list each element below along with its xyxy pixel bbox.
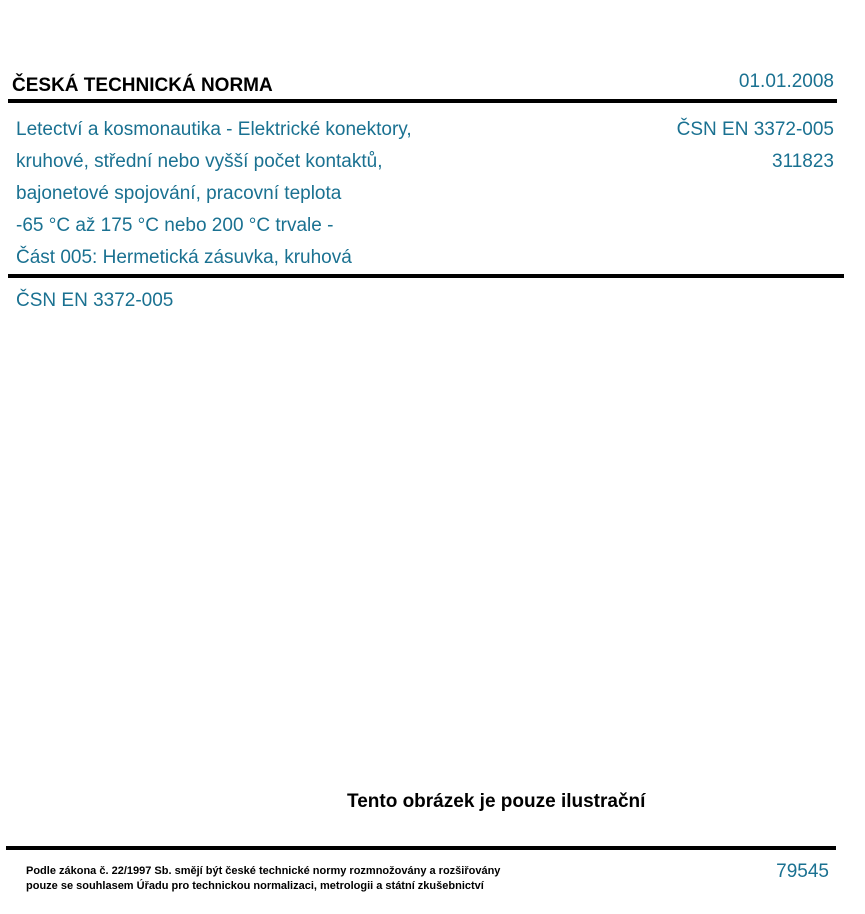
header-divider bbox=[8, 99, 837, 103]
title-divider bbox=[8, 274, 844, 278]
class-number: 311823 bbox=[772, 151, 834, 172]
title-line: bajonetové spojování, pracovní teplota bbox=[16, 183, 342, 204]
catalog-number: 79545 bbox=[776, 861, 829, 882]
illustration-note: Tento obrázek je pouze ilustrační bbox=[347, 791, 646, 812]
legal-line: pouze se souhlasem Úřadu pro technickou normalizaci, metrologii a státní zkušebnictví bbox=[26, 880, 484, 892]
footer-divider bbox=[6, 846, 836, 850]
standard-title bbox=[16, 114, 412, 274]
title-line: Část 005: Hermetická zásuvka, kruhová bbox=[16, 247, 352, 268]
legal-line: Podle zákona č. 22/1997 Sb. smějí být české technické normy rozmnožovány a rozšiřovány bbox=[26, 865, 501, 877]
issue-date: 01.01.2008 bbox=[738, 71, 834, 92]
standard-number: ČSN EN 3372-005 bbox=[676, 119, 834, 140]
standard-codes bbox=[677, 114, 834, 178]
title-line: kruhové, střední nebo vyšší počet kontaktů, bbox=[16, 151, 383, 172]
title-line: Letectví a kosmonautika - Elektrické konektory, bbox=[16, 119, 412, 140]
title-line: -65 °C až 175 °C nebo 200 °C trvale - bbox=[16, 215, 334, 236]
document-header-title: ČESKÁ TECHNICKÁ NORMA bbox=[12, 75, 273, 96]
standard-reference: ČSN EN 3372-005 bbox=[16, 290, 174, 311]
legal-notice bbox=[26, 864, 500, 894]
